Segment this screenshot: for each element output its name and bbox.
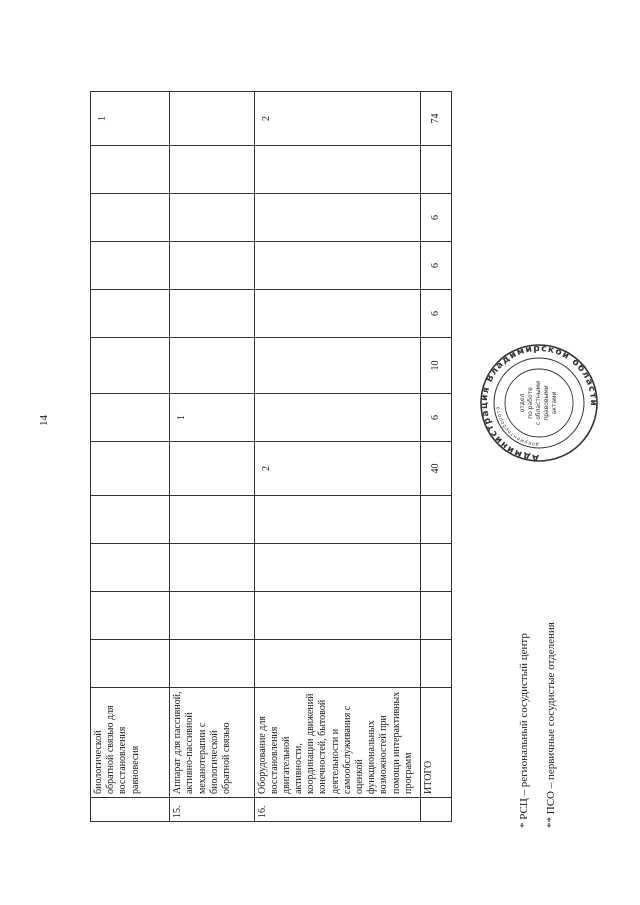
footnote-pso: ** ПСО – первичные сосудистые отделения (545, 622, 557, 828)
quantity-cell (91, 592, 170, 640)
table-row (420, 92, 452, 822)
quantity-cell: 1 (170, 394, 254, 442)
quantity-cell (420, 146, 452, 194)
row-number: 16. (254, 798, 420, 822)
quantity-cell: 1 (91, 92, 170, 146)
footnote-rsc: * РСЦ – региональный сосудистый центр (518, 633, 530, 828)
page-number: 14 (38, 415, 50, 426)
quantity-cell (420, 592, 452, 640)
quantity-cell (91, 146, 170, 194)
quantity-cell: 6 (420, 394, 452, 442)
quantity-cell (170, 442, 254, 496)
quantity-cell (254, 640, 420, 688)
quantity-cell (170, 146, 254, 194)
seal-center-line: актами (551, 391, 558, 415)
equipment-name: Оборудование для восстановления двигательной активности, координации движений конечностей, бытовой деятельности и самообслуживания с оценкой функциональных возможностей при помощи интерактивных программ (254, 688, 420, 798)
quantity-cell: 2 (254, 442, 420, 496)
quantity-cell (254, 338, 420, 394)
quantity-cell (254, 242, 420, 290)
quantity-cell (170, 496, 254, 544)
quantity-cell (91, 544, 170, 592)
quantity-cell: 40 (420, 442, 452, 496)
quantity-cell (254, 194, 420, 242)
quantity-cell: 6 (420, 242, 452, 290)
rotated-page (90, 92, 452, 822)
quantity-cell (170, 640, 254, 688)
table-row (170, 92, 254, 822)
quantity-cell (254, 496, 420, 544)
quantity-cell: 6 (420, 290, 452, 338)
quantity-cell (170, 290, 254, 338)
official-seal (478, 342, 600, 464)
quantity-cell: 74 (420, 92, 452, 146)
quantity-cell: 2 (254, 92, 420, 146)
quantity-cell (91, 394, 170, 442)
seal-outer-text: Администрация Владимирской области (479, 343, 599, 463)
quantity-cell (170, 338, 254, 394)
quantity-cell (91, 338, 170, 394)
seal-center-line: правовыми (543, 385, 550, 421)
table-row (91, 92, 170, 822)
table-body (91, 92, 452, 822)
quantity-cell (170, 544, 254, 592)
quantity-cell (91, 442, 170, 496)
seal-center-line: по работе (527, 387, 534, 419)
quantity-cell (420, 640, 452, 688)
quantity-cell: 10 (420, 338, 452, 394)
quantity-cell: 6 (420, 194, 452, 242)
seal-center-line: отдел (519, 393, 526, 413)
quantity-cell (254, 592, 420, 640)
quantity-cell (170, 242, 254, 290)
quantity-cell (91, 194, 170, 242)
quantity-cell (91, 640, 170, 688)
quantity-cell (170, 194, 254, 242)
seal-center-line: с областными (535, 381, 542, 425)
quantity-cell (420, 544, 452, 592)
row-number (91, 798, 170, 822)
quantity-cell (254, 394, 420, 442)
quantity-cell (254, 146, 420, 194)
row-number (420, 798, 452, 822)
quantity-cell (170, 92, 254, 146)
equipment-name: биологической обратной связью для восстановления равновесия (91, 688, 170, 798)
quantity-cell (170, 592, 254, 640)
quantity-cell (420, 496, 452, 544)
table-row (254, 92, 420, 822)
seal-inner-text: документооборота (495, 405, 540, 448)
equipment-name: Аппарат для пассивной, активно-пассивной механотерапии с биологической обратной связью (170, 688, 254, 798)
quantity-cell (91, 496, 170, 544)
quantity-cell (254, 544, 420, 592)
row-number: 15. (170, 798, 254, 822)
quantity-cell (91, 242, 170, 290)
equipment-name: ИТОГО (420, 688, 452, 798)
equipment-table (90, 91, 452, 822)
quantity-cell (91, 290, 170, 338)
quantity-cell (254, 290, 420, 338)
